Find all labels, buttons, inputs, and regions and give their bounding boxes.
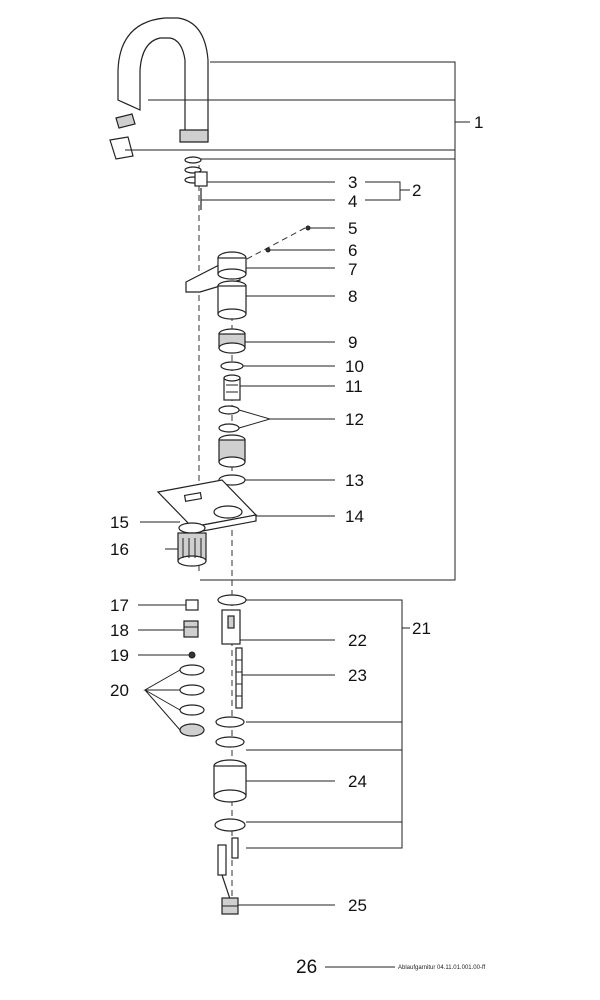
label-26: 26 — [296, 957, 318, 978]
clamp-ring-part — [215, 819, 245, 831]
label-4: 4 — [348, 192, 358, 211]
connector-22-part — [222, 610, 240, 644]
housing-13-part — [219, 435, 245, 485]
label-11: 11 — [345, 377, 363, 396]
label-14: 14 — [345, 507, 364, 526]
ring-20a-part — [180, 665, 204, 675]
label-20: 20 — [110, 681, 129, 700]
ring-20c-part — [180, 705, 204, 715]
label-3: 3 — [348, 173, 358, 192]
seal-12b-part — [219, 424, 239, 432]
label-8: 8 — [348, 287, 358, 306]
assembly-axis-screw — [245, 228, 305, 260]
fitting-18-part — [184, 621, 198, 637]
nut-17-part — [186, 600, 198, 610]
ring-20b-part — [180, 685, 204, 695]
label-24: 24 — [348, 772, 367, 791]
cap-15-part — [179, 523, 205, 533]
cartridge-part — [224, 375, 240, 400]
nut-25-part — [222, 898, 238, 914]
ring-10-part — [221, 362, 243, 370]
label-21: 21 — [412, 619, 431, 638]
label-22: 22 — [348, 631, 367, 650]
label-2: 2 — [412, 181, 422, 200]
label-23: 23 — [348, 666, 367, 685]
seal-21-part — [218, 595, 246, 605]
label-9: 9 — [348, 333, 358, 352]
rod-23-part — [236, 648, 242, 708]
screw-5-part — [306, 226, 310, 230]
label-17: 17 — [110, 596, 129, 615]
label-13: 13 — [345, 471, 364, 490]
label-1: 1 — [474, 113, 484, 132]
filter-16-part — [178, 533, 206, 566]
label-25: 25 — [348, 896, 367, 915]
label-6: 6 — [348, 241, 358, 260]
label-15: 15 — [110, 513, 129, 532]
label-19: 19 — [110, 646, 129, 665]
pin-19-part — [189, 652, 195, 658]
label-18: 18 — [110, 621, 129, 640]
ring-lower-a-part — [216, 717, 244, 727]
screw-6-part — [266, 248, 270, 252]
leader-2-bracket — [365, 182, 400, 200]
ring-lower-b-part — [216, 737, 244, 747]
sleeve-part — [218, 281, 246, 319]
label-7: 7 — [348, 260, 358, 279]
leader-21-bracket — [246, 600, 402, 848]
aerator-part — [110, 114, 135, 159]
leader-20-upper — [145, 670, 180, 690]
footnote-text: Ablaufgarnitur 04.11.01.001.00-ff — [398, 965, 486, 971]
leader-20-lower — [145, 690, 180, 730]
cartridge-nut-part — [219, 329, 245, 353]
leader-12 — [239, 410, 270, 428]
ring-20d-part — [180, 724, 204, 736]
sleeve-24-part — [214, 760, 246, 802]
hose-part — [218, 838, 238, 905]
seal-12a-part — [219, 406, 239, 414]
label-10: 10 — [345, 357, 364, 376]
label-5: 5 — [348, 219, 358, 238]
lever-pin-part — [195, 172, 207, 210]
base-plate-part — [158, 480, 256, 533]
label-12: 12 — [345, 410, 364, 429]
label-16: 16 — [110, 540, 129, 559]
